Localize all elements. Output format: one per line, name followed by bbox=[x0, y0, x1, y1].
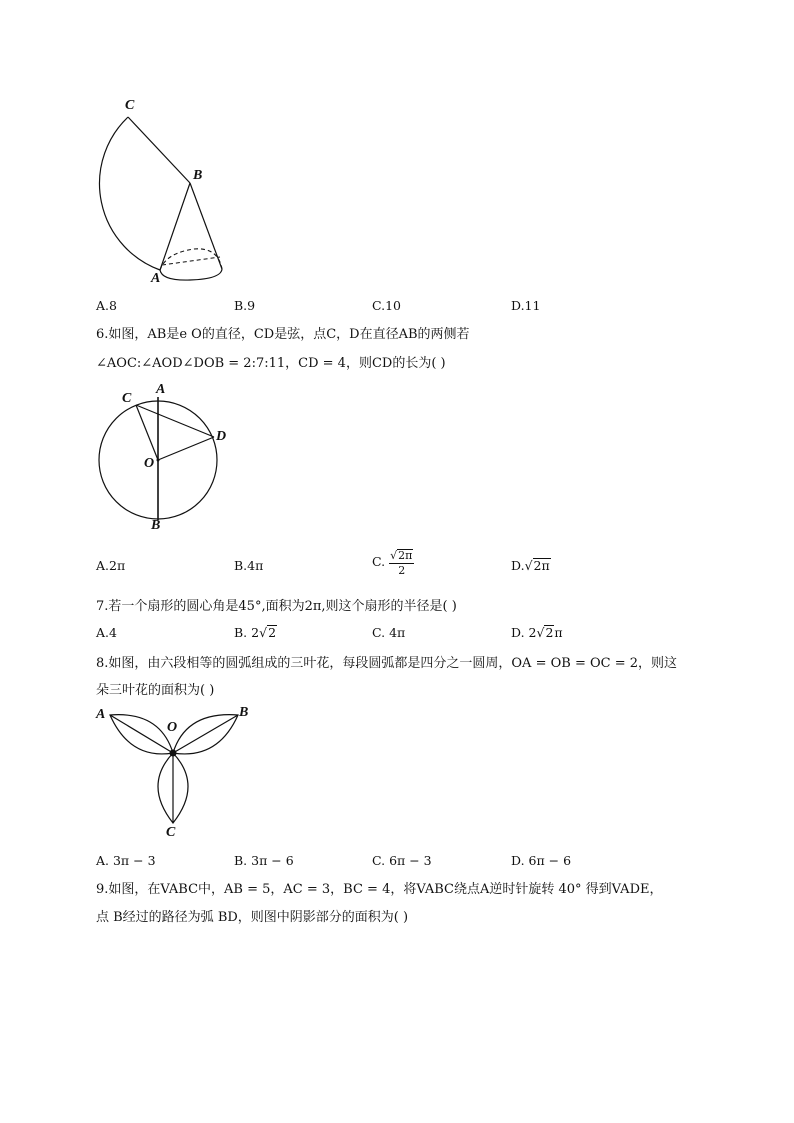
q7-option-b-prefix: B. 2 bbox=[234, 625, 260, 640]
q8-label-c: C bbox=[166, 825, 176, 840]
q7-option-b-root: 2 bbox=[268, 625, 277, 640]
q6-option-d-root: 2π bbox=[533, 558, 550, 573]
q5-option-d: D.11 bbox=[511, 298, 541, 313]
q9-line2: 点 B经过的路径为弧 BD，则图中阴影部分的面积为( ) bbox=[96, 910, 409, 925]
q6-radius-od bbox=[158, 437, 214, 460]
q8-label-b: B bbox=[239, 705, 249, 720]
q7-option-d-suffix: π bbox=[554, 625, 563, 640]
q6-option-d: D.√2π bbox=[511, 558, 550, 573]
q6-option-d-prefix: D. bbox=[511, 558, 525, 573]
q6-label-a: A bbox=[156, 382, 166, 397]
q8-option-a: A. 3π − 3 bbox=[96, 853, 156, 868]
q5-label-c: C bbox=[125, 98, 135, 113]
q8-line2: 朵三叶花的面积为( ) bbox=[96, 683, 215, 698]
q6-label-c: C bbox=[122, 391, 132, 406]
q5-segment-cb bbox=[128, 117, 190, 183]
q7-line1: 7.若一个扇形的圆心角是45°,面积为2π,则这个扇形的半径是( ) bbox=[96, 599, 457, 614]
q5-cone-slant bbox=[190, 183, 222, 269]
q9-line1: 9.如图，在VABC中，AB = 5，AC = 3，BC = 4，将VABC绕点A逆时针旋转 40° 得到VADE， bbox=[96, 882, 663, 897]
q6-option-a: A.2π bbox=[96, 558, 126, 573]
q7-option-d-prefix: D. 2 bbox=[511, 625, 537, 640]
q8-option-d: D. 6π − 6 bbox=[511, 853, 572, 868]
q7-option-b: B. 2√2 bbox=[234, 625, 277, 640]
q5-option-a: A.8 bbox=[96, 298, 117, 313]
q5-figure bbox=[90, 95, 240, 290]
q5-label-a: A bbox=[151, 271, 161, 286]
q5-sector-arc bbox=[100, 117, 160, 270]
q8-option-b: B. 3π − 6 bbox=[234, 853, 294, 868]
q6-figure bbox=[96, 395, 221, 525]
q5-option-b: B.9 bbox=[234, 298, 256, 313]
q6-label-o: O bbox=[144, 456, 155, 471]
q6-option-c-fraction: $\frac{√2\pi}{2}$ bbox=[390, 549, 413, 578]
q8-line1: 8.如图，由六段相等的圆弧组成的三叶花，每段圆弧都是四分之一圆周，OA = OB = OC = 2，则这 bbox=[96, 656, 678, 671]
q5-cone-diameter bbox=[162, 257, 220, 265]
q6-option-c-prefix: C. bbox=[372, 554, 386, 570]
q8-option-c: C. 6π − 3 bbox=[372, 853, 432, 868]
q7-option-c: C. 4π bbox=[372, 625, 406, 640]
q6-option-c-denominator: 2 bbox=[398, 564, 406, 578]
q7-option-d: D. 2√2π bbox=[511, 625, 563, 640]
q5-cone-base-front bbox=[160, 269, 222, 280]
q6-line1: 6.如图，AB是e O的直径，CD是弦，点C，D在直径AB的两侧若 bbox=[96, 327, 470, 342]
q8-center-point bbox=[170, 750, 177, 757]
q7-option-d-root: 2 bbox=[545, 625, 554, 640]
q8-label-o: O bbox=[167, 720, 178, 735]
q5-segment-ba bbox=[160, 183, 190, 270]
q6-label-b: B bbox=[151, 518, 161, 533]
q5-option-c: C.10 bbox=[372, 298, 401, 313]
q8-label-a: A bbox=[96, 707, 106, 722]
q6-center-point bbox=[157, 459, 160, 462]
q5-cone-base-back bbox=[160, 249, 222, 270]
q6-label-d: D bbox=[216, 429, 227, 444]
q7-option-a: A.4 bbox=[96, 625, 117, 640]
q6-option-c bbox=[372, 549, 414, 576]
q6-option-c-numerator: 2π bbox=[398, 549, 413, 562]
q5-label-b: B bbox=[193, 168, 203, 183]
q6-line2: ∠AOC:∠AOD∠DOB = 2:7:11，CD = 4，则CD的长为( ) bbox=[96, 356, 446, 371]
q6-option-b: B.4π bbox=[234, 558, 264, 573]
